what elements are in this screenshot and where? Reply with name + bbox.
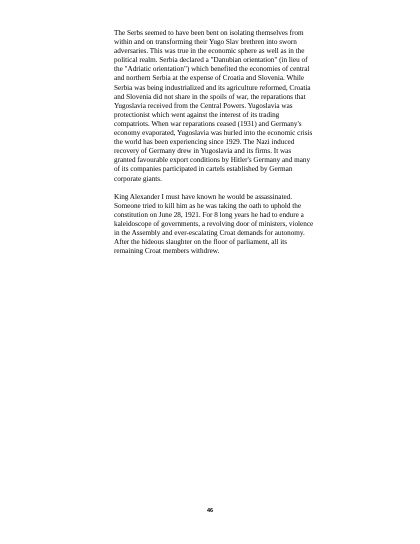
page-number: 46 [206,508,214,514]
paragraph-king-alexander: King Alexander I must have known he would be assassinated. Someone tried to kill him as he was taking the oath to uphold the constitution on June 28, 1921. For 8 long years he had to endure a kaleidoscope of governments, a revolving door of ministers, violence in the Assembly and ever-escalating Croat demands for autonomy. After the hideous slaughter on the floor of parliament, all its remaining Croat members withdrew. [114,192,314,256]
paragraph-serbian-isolation: The Serbs seemed to have been bent on isolating themselves from within and on transforming their Yugo Slav brethren into sworn adversaries. This was true in the economic sphere as well as in the political realm. Serbia declared a "Danubian orientation" (in lieu of the "Adriatic orientation") which benefited the economies of central and northern Serbia at the expense of Croatia and Slovenia. While Serbia was being industrialized and its agriculture reformed, Croatia and Slovenia did not share in the spoils of war, the reparations that Yugoslavia received from the Central Powers. Yugoslavia was protectionist which went against the interest of its trading compatriots. When war reparations ceased (1931) and Germany's economy evaporated, Yugoslavia was hurled into the economic crisis the world has been experiencing since 1929. The Nazi induced recovery of Germany drew in Yugoslavia and its firms. It was granted favourable export conditions by Hitler's Germany and many of its companies participated in cartels established by German corporate giants. [114,29,313,183]
body-text [114,29,314,265]
